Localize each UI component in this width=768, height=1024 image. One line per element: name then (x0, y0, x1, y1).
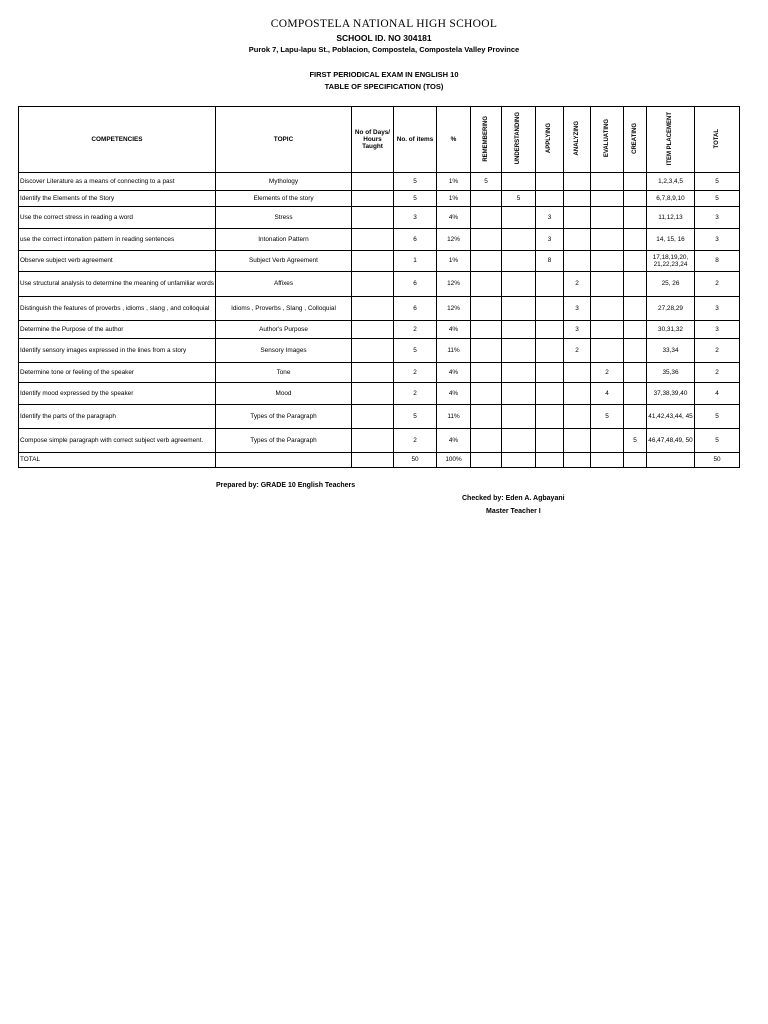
understanding-cell (502, 173, 536, 191)
total-cell: 2 (695, 272, 740, 297)
topic-cell: Mythology (216, 173, 352, 191)
competency-cell: Identify sensory images expressed in the lines from a story (19, 339, 216, 363)
table-row (19, 405, 740, 429)
remembering-cell (471, 229, 502, 251)
evaluating-cell (591, 321, 624, 339)
col-percent: % (437, 107, 471, 173)
applying-cell (536, 363, 564, 383)
percent-cell: 1% (437, 191, 471, 207)
topic-cell: Stress (216, 207, 352, 229)
analyzing-cell (564, 363, 591, 383)
competency-cell: Distinguish the features of proverbs , idioms , slang , and colloquial (19, 297, 216, 321)
col-applying-label: APPLYING (546, 123, 553, 154)
days-cell (352, 297, 394, 321)
placement-cell: 35,36 (647, 363, 695, 383)
totals-applying-cell (536, 453, 564, 468)
analyzing-cell (564, 405, 591, 429)
creating-cell (624, 363, 647, 383)
col-creating-label: CREATING (631, 123, 638, 154)
evaluating-cell (591, 429, 624, 453)
topic-cell: Mood (216, 383, 352, 405)
competency-cell: Determine the Purpose of the author (19, 321, 216, 339)
items-cell: 2 (394, 321, 437, 339)
applying-cell (536, 339, 564, 363)
understanding-cell (502, 363, 536, 383)
total-cell: 2 (695, 363, 740, 383)
remembering-cell (471, 339, 502, 363)
creating-cell (624, 229, 647, 251)
col-placement-label: ITEM PLACEMENT (667, 111, 674, 166)
understanding-cell (502, 383, 536, 405)
analyzing-cell: 2 (564, 339, 591, 363)
understanding-cell: 5 (502, 191, 536, 207)
totals-days-cell (352, 453, 394, 468)
totals-topic-cell (216, 453, 352, 468)
creating-cell (624, 207, 647, 229)
percent-cell: 4% (437, 363, 471, 383)
totals-remembering-cell (471, 453, 502, 468)
applying-cell (536, 405, 564, 429)
items-cell: 5 (394, 191, 437, 207)
total-cell: 5 (695, 429, 740, 453)
analyzing-cell (564, 429, 591, 453)
analyzing-cell (564, 173, 591, 191)
col-placement (647, 107, 695, 173)
applying-cell (536, 383, 564, 405)
creating-cell: 5 (624, 429, 647, 453)
school-name: COMPOSTELA NATIONAL HIGH SCHOOL (270, 18, 498, 30)
percent-cell: 11% (437, 339, 471, 363)
analyzing-cell: 3 (564, 321, 591, 339)
totals-row (19, 453, 740, 468)
totals-creating-cell (624, 453, 647, 468)
percent-cell: 4% (437, 383, 471, 405)
table-body (19, 173, 740, 468)
totals-total-cell: 50 (695, 453, 740, 468)
evaluating-cell: 4 (591, 383, 624, 405)
topic-cell: Elements of the story (216, 191, 352, 207)
placement-cell: 27,28,29 (647, 297, 695, 321)
items-cell: 2 (394, 383, 437, 405)
items-cell: 1 (394, 251, 437, 272)
col-days: No of Days/ Hours Taught (352, 107, 394, 173)
competency-cell: Identify mood expressed by the speaker (19, 383, 216, 405)
creating-cell (624, 191, 647, 207)
remembering-cell (471, 383, 502, 405)
days-cell (352, 229, 394, 251)
placement-cell: 33,34 (647, 339, 695, 363)
competency-cell: Observe subject verb agreement (19, 251, 216, 272)
topic-cell: Types of the Paragraph (216, 405, 352, 429)
items-cell: 6 (394, 229, 437, 251)
understanding-cell (502, 207, 536, 229)
competency-cell: Identify the Elements of the Story (19, 191, 216, 207)
items-cell: 5 (394, 173, 437, 191)
table-row (19, 272, 740, 297)
analyzing-cell (564, 191, 591, 207)
applying-cell (536, 321, 564, 339)
creating-cell (624, 383, 647, 405)
topic-cell: Subject Verb Agreement (216, 251, 352, 272)
applying-cell (536, 429, 564, 453)
applying-cell (536, 297, 564, 321)
days-cell (352, 405, 394, 429)
total-cell: 4 (695, 383, 740, 405)
table-row (19, 363, 740, 383)
percent-cell: 12% (437, 272, 471, 297)
days-cell (352, 272, 394, 297)
totals-evaluating-cell (591, 453, 624, 468)
remembering-cell (471, 272, 502, 297)
evaluating-cell (591, 229, 624, 251)
remembering-cell (471, 321, 502, 339)
understanding-cell (502, 251, 536, 272)
remembering-cell (471, 251, 502, 272)
evaluating-cell (591, 207, 624, 229)
placement-cell: 11,12,13 (647, 207, 695, 229)
placement-cell: 14, 15, 16 (647, 229, 695, 251)
days-cell (352, 321, 394, 339)
table-row (19, 229, 740, 251)
creating-cell (624, 297, 647, 321)
col-understanding-label: UNDERSTANDING (515, 112, 522, 165)
creating-cell (624, 173, 647, 191)
topic-cell: Author's Purpose (216, 321, 352, 339)
competency-cell: Discover Literature as a means of connecting to a past (19, 173, 216, 191)
col-analyzing (564, 107, 591, 173)
tos-title: TABLE OF SPECIFICATION (TOS) (324, 82, 444, 91)
placement-cell: 41,42,43,44, 45 (647, 405, 695, 429)
total-cell: 8 (695, 251, 740, 272)
evaluating-cell (591, 297, 624, 321)
remembering-cell (471, 191, 502, 207)
evaluating-cell (591, 191, 624, 207)
percent-cell: 11% (437, 405, 471, 429)
percent-cell: 4% (437, 321, 471, 339)
table-row (19, 429, 740, 453)
understanding-cell (502, 429, 536, 453)
percent-cell: 4% (437, 207, 471, 229)
percent-cell: 4% (437, 429, 471, 453)
creating-cell (624, 321, 647, 339)
evaluating-cell (591, 339, 624, 363)
col-total-label: TOTAL (713, 128, 720, 149)
understanding-cell (502, 297, 536, 321)
remembering-cell (471, 363, 502, 383)
placement-cell: 1,2,3,4,5 (647, 173, 695, 191)
school-address: Purok 7, Lapu-lapu St., Poblacion, Compostela, Compostela Valley Province (248, 45, 520, 54)
competency-cell: Identify the parts of the paragraph (19, 405, 216, 429)
analyzing-cell (564, 229, 591, 251)
remembering-cell: 5 (471, 173, 502, 191)
applying-cell (536, 173, 564, 191)
evaluating-cell (591, 272, 624, 297)
totals-items-cell: 50 (394, 453, 437, 468)
understanding-cell (502, 229, 536, 251)
items-cell: 6 (394, 297, 437, 321)
school-id: SCHOOL ID. NO 304181 (336, 33, 432, 43)
col-analyzing-label: ANALYZING (573, 121, 580, 156)
totals-understanding-cell (502, 453, 536, 468)
understanding-cell (502, 405, 536, 429)
remembering-cell (471, 297, 502, 321)
prepared-by: Prepared by: GRADE 10 English Teachers (216, 482, 356, 489)
totals-placement-cell (647, 453, 695, 468)
analyzing-cell (564, 383, 591, 405)
total-cell: 3 (695, 229, 740, 251)
topic-cell: Idioms , Proverbs , Slang , Colloquial (216, 297, 352, 321)
competency-cell: use the correct intonation pattern in reading sentences (19, 229, 216, 251)
topic-cell: Sensory Images (216, 339, 352, 363)
creating-cell (624, 405, 647, 429)
topic-cell: Intonation Pattern (216, 229, 352, 251)
placement-cell: 37,38,39,40 (647, 383, 695, 405)
totals-label: TOTAL (19, 453, 216, 468)
items-cell: 6 (394, 272, 437, 297)
days-cell (352, 339, 394, 363)
checker-position: Master Teacher I (486, 508, 541, 515)
evaluating-cell (591, 251, 624, 272)
analyzing-cell (564, 207, 591, 229)
creating-cell (624, 251, 647, 272)
total-cell: 3 (695, 207, 740, 229)
competency-cell: Compose simple paragraph with correct subject verb agreement. (19, 429, 216, 453)
totals-percent-cell: 100% (437, 453, 471, 468)
days-cell (352, 251, 394, 272)
col-items: No. of items (394, 107, 437, 173)
col-total (695, 107, 740, 173)
analyzing-cell: 3 (564, 297, 591, 321)
table-row (19, 383, 740, 405)
remembering-cell (471, 429, 502, 453)
competency-cell: Use structural analysis to determine the meaning of unfamiliar words (19, 272, 216, 297)
table-header-row (19, 107, 740, 173)
topic-cell: Tone (216, 363, 352, 383)
table-row (19, 173, 740, 191)
tos-table (18, 106, 740, 468)
remembering-cell (471, 405, 502, 429)
understanding-cell (502, 272, 536, 297)
items-cell: 5 (394, 405, 437, 429)
days-cell (352, 191, 394, 207)
competency-cell: Use the correct stress in reading a word (19, 207, 216, 229)
evaluating-cell: 5 (591, 405, 624, 429)
understanding-cell (502, 321, 536, 339)
total-cell: 3 (695, 321, 740, 339)
creating-cell (624, 339, 647, 363)
placement-cell: 25, 26 (647, 272, 695, 297)
days-cell (352, 429, 394, 453)
total-cell: 5 (695, 405, 740, 429)
items-cell: 2 (394, 363, 437, 383)
applying-cell (536, 191, 564, 207)
table-row (19, 321, 740, 339)
applying-cell: 3 (536, 229, 564, 251)
days-cell (352, 363, 394, 383)
items-cell: 2 (394, 429, 437, 453)
percent-cell: 1% (437, 251, 471, 272)
col-understanding (502, 107, 536, 173)
col-remembering (471, 107, 502, 173)
days-cell (352, 173, 394, 191)
totals-analyzing-cell (564, 453, 591, 468)
applying-cell: 8 (536, 251, 564, 272)
applying-cell: 3 (536, 207, 564, 229)
col-topic: TOPIC (216, 107, 352, 173)
checked-by: Checked by: Eden A. Agbayani (462, 495, 565, 502)
percent-cell: 12% (437, 229, 471, 251)
remembering-cell (471, 207, 502, 229)
topic-cell: Affixes (216, 272, 352, 297)
table-row (19, 297, 740, 321)
col-evaluating-label: EVALUATING (603, 119, 610, 158)
items-cell: 5 (394, 339, 437, 363)
understanding-cell (502, 339, 536, 363)
table-row (19, 207, 740, 229)
placement-cell: 46,47,48,49, 50 (647, 429, 695, 453)
evaluating-cell (591, 173, 624, 191)
placement-cell: 6,7,8,9,10 (647, 191, 695, 207)
analyzing-cell: 2 (564, 272, 591, 297)
table-row (19, 191, 740, 207)
total-cell: 3 (695, 297, 740, 321)
creating-cell (624, 272, 647, 297)
table-row (19, 251, 740, 272)
percent-cell: 12% (437, 297, 471, 321)
percent-cell: 1% (437, 173, 471, 191)
topic-cell: Types of the Paragraph (216, 429, 352, 453)
applying-cell (536, 272, 564, 297)
col-evaluating (591, 107, 624, 173)
total-cell: 2 (695, 339, 740, 363)
total-cell: 5 (695, 173, 740, 191)
placement-cell: 30,31,32 (647, 321, 695, 339)
col-applying (536, 107, 564, 173)
total-cell: 5 (695, 191, 740, 207)
days-cell (352, 207, 394, 229)
exam-title: FIRST PERIODICAL EXAM IN ENGLISH 10 (309, 70, 459, 79)
items-cell: 3 (394, 207, 437, 229)
table-row (19, 339, 740, 363)
evaluating-cell: 2 (591, 363, 624, 383)
placement-cell: 17,18,19,20, 21,22,23,24 (647, 251, 695, 272)
col-competencies: COMPETENCIES (19, 107, 216, 173)
analyzing-cell (564, 251, 591, 272)
col-remembering-label: REMEMBERING (482, 115, 489, 162)
competency-cell: Determine tone or feeling of the speaker (19, 363, 216, 383)
days-cell (352, 383, 394, 405)
col-creating (624, 107, 647, 173)
